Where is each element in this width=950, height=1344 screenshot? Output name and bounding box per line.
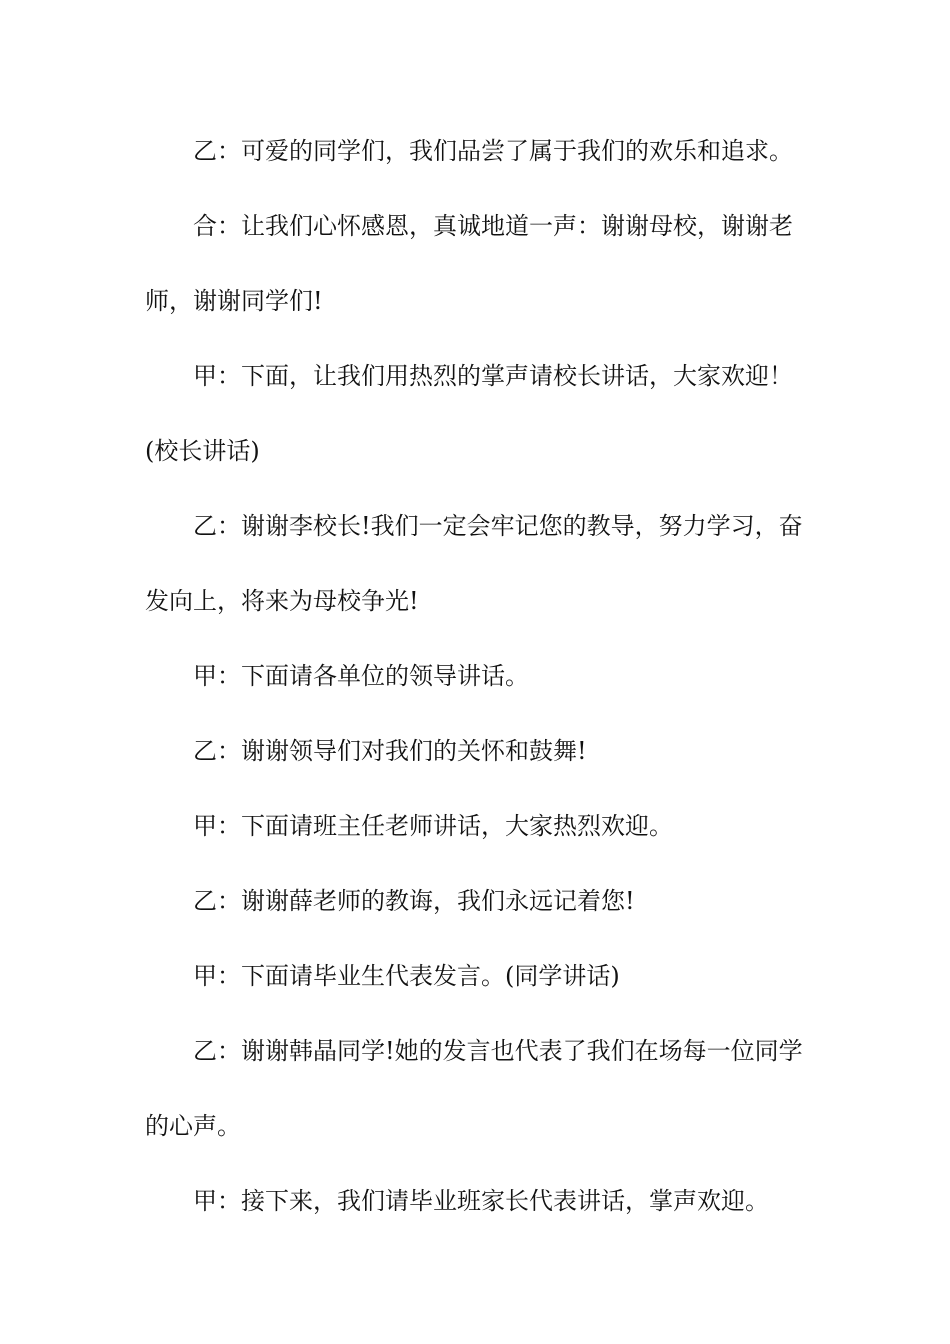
paragraph-line: 发向上，将来为母校争光!: [145, 587, 419, 615]
paragraph-line: 师，谢谢同学们!: [145, 287, 323, 315]
paragraph-line: 的心声。: [145, 1112, 241, 1140]
paragraph-line: 甲：下面请毕业生代表发言。(同学讲话): [193, 962, 620, 990]
paragraph-line: 乙：谢谢薛老师的教诲，我们永远记着您!: [193, 887, 635, 915]
paragraph-line: (校长讲话): [145, 437, 260, 465]
paragraph-line: 乙：谢谢韩晶同学!她的发言也代表了我们在场每一位同学: [193, 1037, 803, 1065]
paragraph-line: 乙：可爱的同学们，我们品尝了属于我们的欢乐和追求。: [193, 137, 793, 165]
paragraph-line: 甲：下面请班主任老师讲话，大家热烈欢迎。: [193, 812, 673, 840]
paragraph-line: 甲：接下来，我们请毕业班家长代表讲话，掌声欢迎。: [193, 1187, 769, 1215]
paragraph-line: 乙：谢谢李校长!我们一定会牢记您的教导，努力学习，奋: [193, 512, 803, 540]
paragraph-line: 乙：谢谢领导们对我们的关怀和鼓舞!: [193, 737, 587, 765]
paragraph-line: 甲：下面请各单位的领导讲话。: [193, 662, 529, 690]
paragraph-line: 合：让我们心怀感恩，真诚地道一声：谢谢母校，谢谢老: [193, 212, 793, 240]
paragraph-line: 甲：下面，让我们用热烈的掌声请校长讲话，大家欢迎！: [193, 362, 793, 390]
